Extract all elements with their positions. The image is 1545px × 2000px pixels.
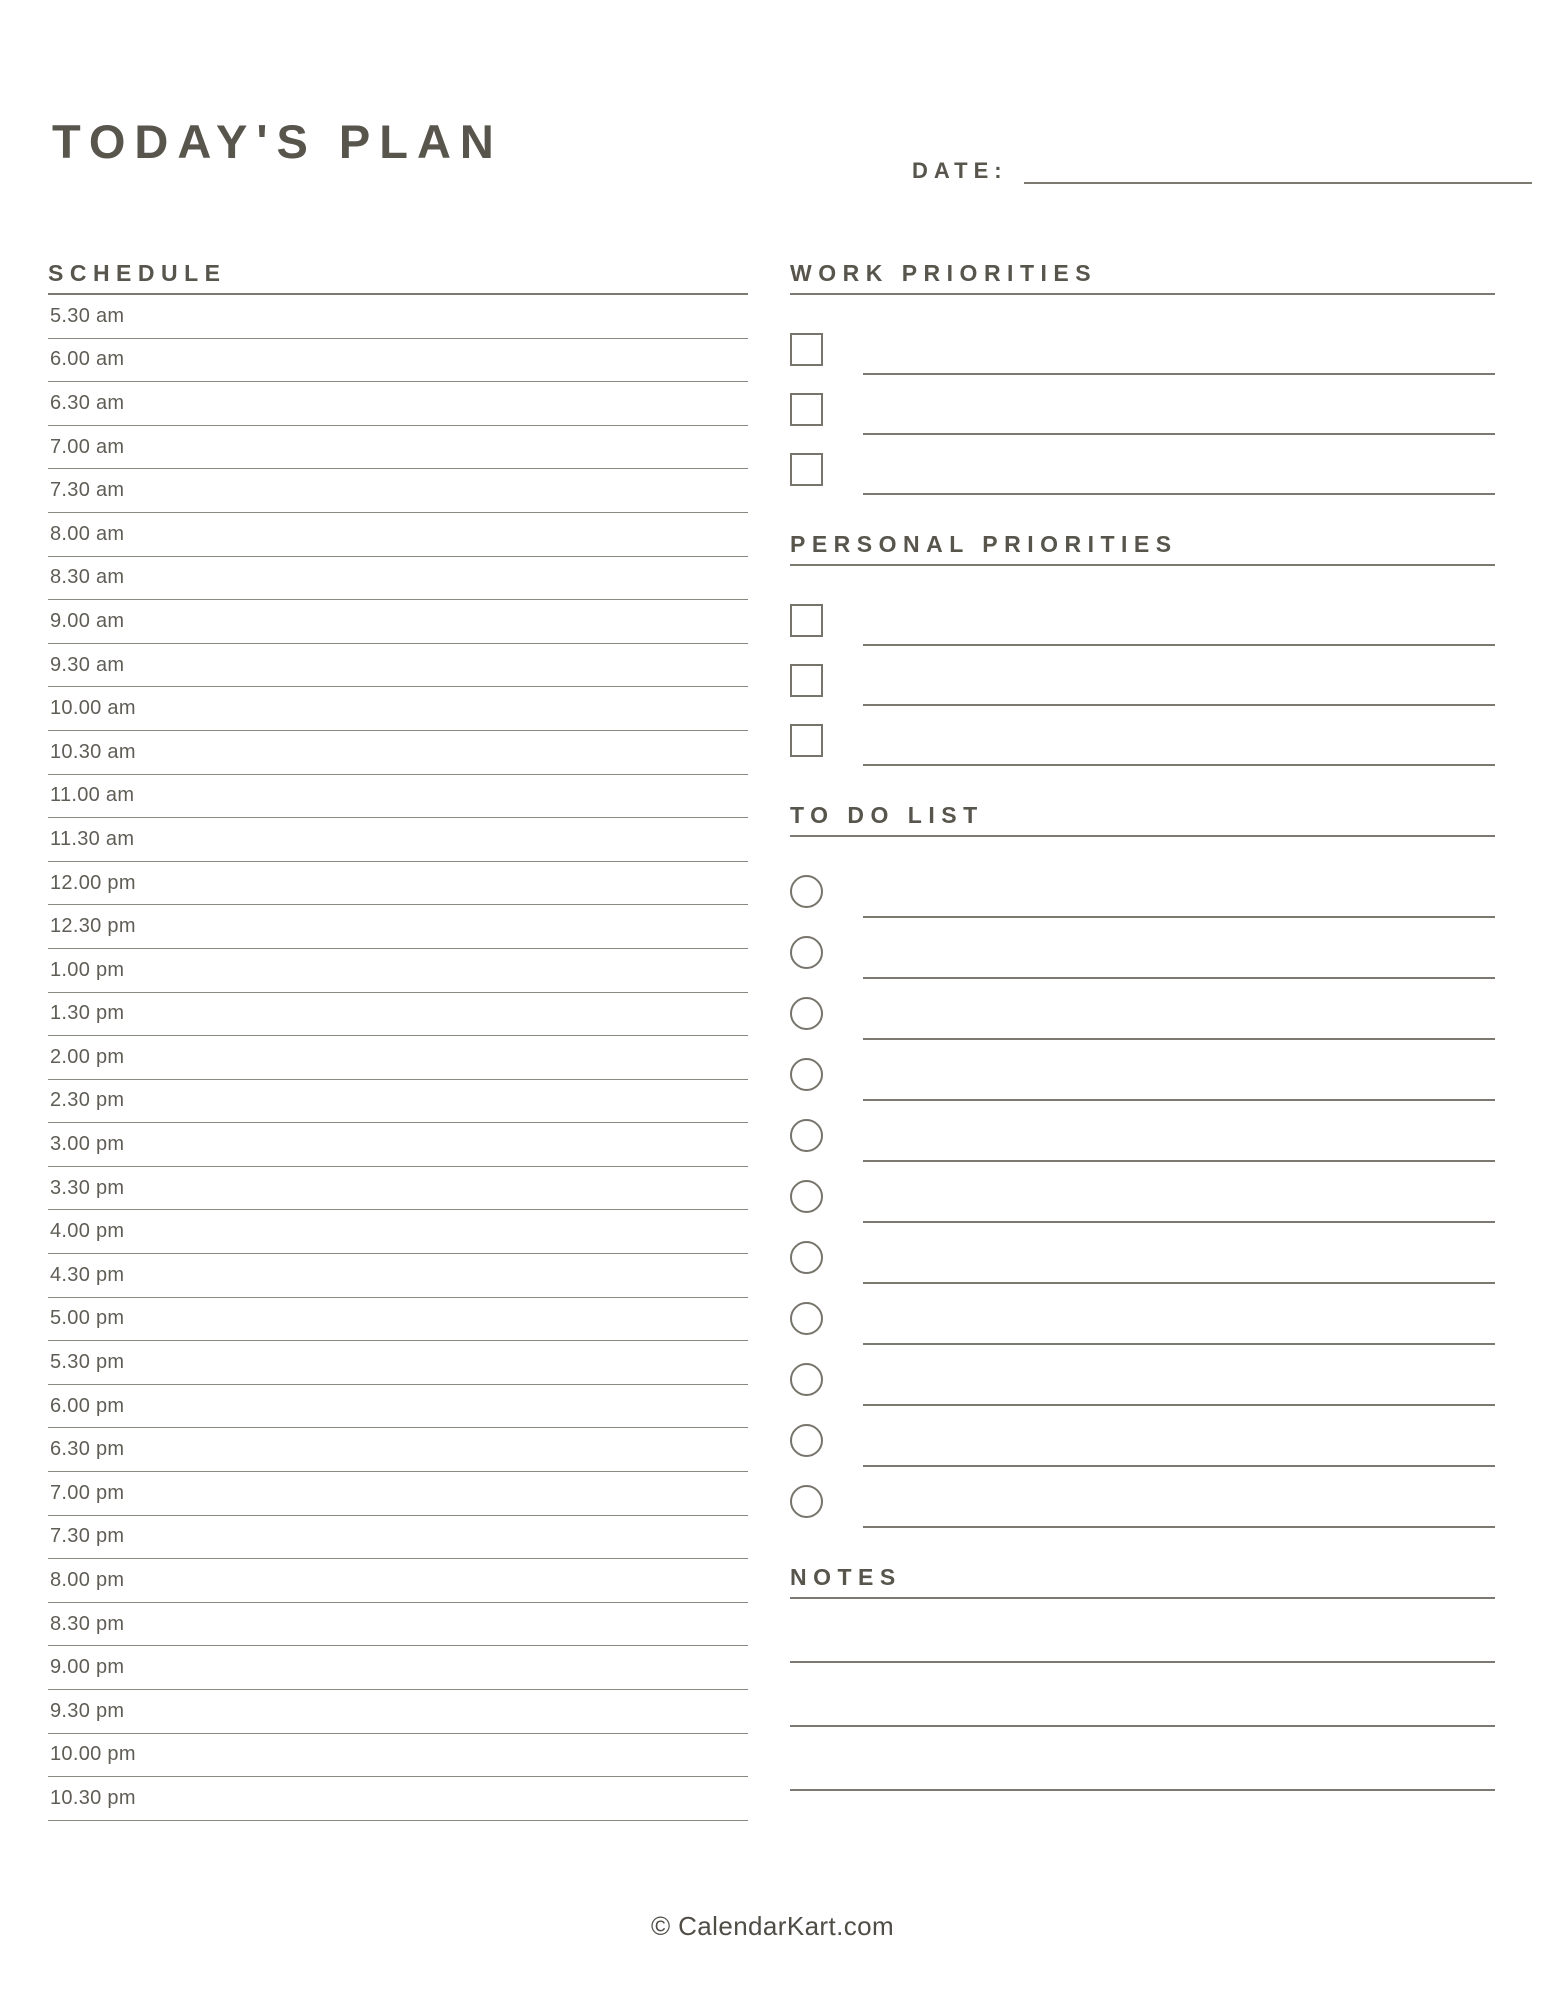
date-label: DATE: — [912, 158, 1008, 183]
work-priority-input[interactable] — [863, 407, 1495, 435]
todo-input[interactable] — [863, 1073, 1495, 1101]
schedule-slot[interactable] — [48, 905, 748, 949]
schedule-slot[interactable] — [48, 426, 748, 470]
schedule-slot[interactable] — [48, 1646, 748, 1690]
schedule-slot[interactable] — [48, 1516, 748, 1560]
notes-line[interactable] — [790, 1663, 1495, 1727]
todo-row[interactable] — [790, 1288, 1495, 1349]
schedule-slot-time: 9.30 pm — [50, 1699, 125, 1722]
todo-input[interactable] — [863, 890, 1495, 918]
footer-credit: © CalendarKart.com — [650, 1911, 895, 1941]
schedule-slot-time: 7.30 pm — [50, 1525, 125, 1548]
personal-priority-input[interactable] — [863, 618, 1495, 646]
schedule-slot-time: 5.30 pm — [50, 1351, 125, 1374]
notes-heading: NOTES — [790, 1566, 1495, 1599]
schedule-slot[interactable] — [48, 1385, 748, 1429]
schedule-slot[interactable] — [48, 1080, 748, 1124]
date-input[interactable] — [1024, 156, 1532, 184]
schedule-slot-time: 6.00 am — [50, 348, 125, 371]
schedule-slot[interactable] — [48, 687, 748, 731]
schedule-slot[interactable] — [48, 731, 748, 775]
radio-icon[interactable] — [790, 1180, 823, 1213]
schedule-slot[interactable] — [48, 1777, 748, 1821]
schedule-slot[interactable] — [48, 600, 748, 644]
schedule-slot-time: 6.30 pm — [50, 1438, 125, 1461]
todo-input[interactable] — [863, 1134, 1495, 1162]
schedule-slot-time: 10.30 am — [50, 740, 136, 763]
notes-line[interactable] — [790, 1599, 1495, 1663]
schedule-slot[interactable] — [48, 1341, 748, 1385]
schedule-slot-time: 7.00 pm — [50, 1481, 125, 1504]
schedule-slot-time: 4.00 pm — [50, 1220, 125, 1243]
schedule-slot[interactable] — [48, 295, 748, 339]
schedule-slot-time: 11.30 am — [50, 827, 135, 850]
schedule-slot-time: 6.00 pm — [50, 1394, 125, 1417]
schedule-slot[interactable] — [48, 644, 748, 688]
schedule-slot[interactable] — [48, 1734, 748, 1778]
schedule-slot-time: 10.00 pm — [50, 1743, 136, 1766]
todo-row[interactable] — [790, 1044, 1495, 1105]
schedule-slot[interactable] — [48, 1690, 748, 1734]
spacer — [790, 1532, 1495, 1566]
todo-input[interactable] — [863, 1317, 1495, 1345]
todo-list-heading: TO DO LIST — [790, 804, 1495, 837]
schedule-slot-time: 8.00 pm — [50, 1569, 125, 1592]
todo-input[interactable] — [863, 951, 1495, 979]
schedule-slot-time: 5.00 pm — [50, 1307, 125, 1330]
todo-row[interactable] — [790, 1227, 1495, 1288]
personal-priority-input[interactable] — [863, 738, 1495, 766]
schedule-slot[interactable] — [48, 1167, 748, 1211]
personal-priorities-section — [790, 533, 1495, 770]
spacer — [790, 770, 1495, 804]
todo-input[interactable] — [863, 1195, 1495, 1223]
checkbox-icon[interactable] — [790, 453, 823, 486]
checkbox-icon[interactable] — [790, 724, 823, 757]
personal-priority-row[interactable] — [790, 590, 1495, 650]
radio-icon[interactable] — [790, 1241, 823, 1274]
schedule-slot-time: 2.30 pm — [50, 1089, 125, 1112]
schedule-slot[interactable] — [48, 775, 748, 819]
schedule-slot[interactable] — [48, 1210, 748, 1254]
schedule-slot-time: 3.00 pm — [50, 1133, 125, 1156]
checkbox-icon[interactable] — [790, 604, 823, 637]
schedule-slot-time: 1.00 pm — [50, 958, 125, 981]
todo-row[interactable] — [790, 922, 1495, 983]
todo-row[interactable] — [790, 861, 1495, 922]
todo-input[interactable] — [863, 1012, 1495, 1040]
todo-row[interactable] — [790, 1166, 1495, 1227]
spacer — [790, 566, 1495, 590]
radio-icon[interactable] — [790, 936, 823, 969]
personal-priorities-heading: PERSONAL PRIORITIES — [790, 533, 1495, 566]
work-priority-input[interactable] — [863, 467, 1495, 495]
schedule-slot-time: 12.00 pm — [50, 871, 136, 894]
todo-input[interactable] — [863, 1256, 1495, 1284]
todo-row[interactable] — [790, 983, 1495, 1044]
spacer — [790, 837, 1495, 861]
schedule-heading: SCHEDULE — [48, 262, 748, 295]
radio-icon[interactable] — [790, 875, 823, 908]
work-priorities-section — [790, 262, 1495, 499]
schedule-slot[interactable] — [48, 557, 748, 601]
schedule-slot-time: 2.00 pm — [50, 1045, 125, 1068]
schedule-slot[interactable] — [48, 1428, 748, 1472]
checkbox-icon[interactable] — [790, 664, 823, 697]
spacer — [790, 499, 1495, 533]
schedule-slot-list — [48, 295, 748, 1821]
radio-icon[interactable] — [790, 1302, 823, 1335]
schedule-slot-time: 8.00 am — [50, 522, 125, 545]
personal-priority-row[interactable] — [790, 710, 1495, 770]
schedule-column — [48, 262, 748, 1821]
schedule-slot[interactable] — [48, 1254, 748, 1298]
schedule-slot[interactable] — [48, 1298, 748, 1342]
schedule-slot-time: 5.30 am — [50, 304, 125, 327]
schedule-slot-time: 9.30 am — [50, 653, 125, 676]
schedule-slot-time: 3.30 pm — [50, 1176, 125, 1199]
checkbox-icon[interactable] — [790, 393, 823, 426]
todo-row[interactable] — [790, 1410, 1495, 1471]
checkbox-icon[interactable] — [790, 333, 823, 366]
schedule-slot[interactable] — [48, 469, 748, 513]
schedule-slot[interactable] — [48, 1472, 748, 1516]
schedule-slot[interactable] — [48, 993, 748, 1037]
schedule-slot[interactable] — [48, 339, 748, 383]
todo-row[interactable] — [790, 1105, 1495, 1166]
todo-list-section — [790, 804, 1495, 1532]
radio-icon[interactable] — [790, 1119, 823, 1152]
work-priority-row[interactable] — [790, 379, 1495, 439]
schedule-slot-time: 7.00 am — [50, 435, 125, 458]
work-priority-row[interactable] — [790, 319, 1495, 379]
todo-input[interactable] — [863, 1439, 1495, 1467]
schedule-slot-time: 8.30 pm — [50, 1612, 125, 1635]
radio-icon[interactable] — [790, 997, 823, 1030]
todo-row[interactable] — [790, 1471, 1495, 1532]
work-priority-row[interactable] — [790, 439, 1495, 499]
schedule-slot[interactable] — [48, 949, 748, 993]
right-column — [790, 262, 1495, 1791]
notes-section — [790, 1566, 1495, 1791]
todo-row[interactable] — [790, 1349, 1495, 1410]
notes-line[interactable] — [790, 1727, 1495, 1791]
todo-input[interactable] — [863, 1378, 1495, 1406]
schedule-slot-time: 9.00 pm — [50, 1656, 125, 1679]
schedule-slot[interactable] — [48, 1036, 748, 1080]
page-header — [52, 115, 1493, 208]
personal-priority-row[interactable] — [790, 650, 1495, 710]
schedule-slot-time: 6.30 am — [50, 391, 125, 414]
work-priority-input[interactable] — [863, 347, 1495, 375]
schedule-slot[interactable] — [48, 818, 748, 862]
work-priorities-heading: WORK PRIORITIES — [790, 262, 1495, 295]
todo-input[interactable] — [863, 1500, 1495, 1528]
schedule-slot-time: 9.00 am — [50, 609, 125, 632]
spacer — [790, 295, 1495, 319]
page-title: TODAY'S PLAN — [52, 115, 503, 168]
radio-icon[interactable] — [790, 1424, 823, 1457]
schedule-slot[interactable] — [48, 862, 748, 906]
schedule-slot-time: 4.30 pm — [50, 1263, 125, 1286]
schedule-slot[interactable] — [48, 1123, 748, 1167]
schedule-slot[interactable] — [48, 513, 748, 557]
schedule-slot[interactable] — [48, 1559, 748, 1603]
radio-icon[interactable] — [790, 1058, 823, 1091]
schedule-slot-time: 11.00 am — [50, 784, 135, 807]
schedule-slot[interactable] — [48, 382, 748, 426]
radio-icon[interactable] — [790, 1363, 823, 1396]
date-field-group — [912, 156, 1532, 184]
schedule-slot-time: 1.30 pm — [50, 1002, 125, 1025]
radio-icon[interactable] — [790, 1485, 823, 1518]
schedule-slot-time: 10.00 am — [50, 697, 136, 720]
schedule-slot-time: 12.30 pm — [50, 915, 136, 938]
schedule-slot-time: 7.30 am — [50, 479, 125, 502]
schedule-slot[interactable] — [48, 1603, 748, 1647]
schedule-slot-time: 10.30 pm — [50, 1786, 136, 1809]
schedule-slot-time: 8.30 am — [50, 566, 125, 589]
personal-priority-input[interactable] — [863, 678, 1495, 706]
